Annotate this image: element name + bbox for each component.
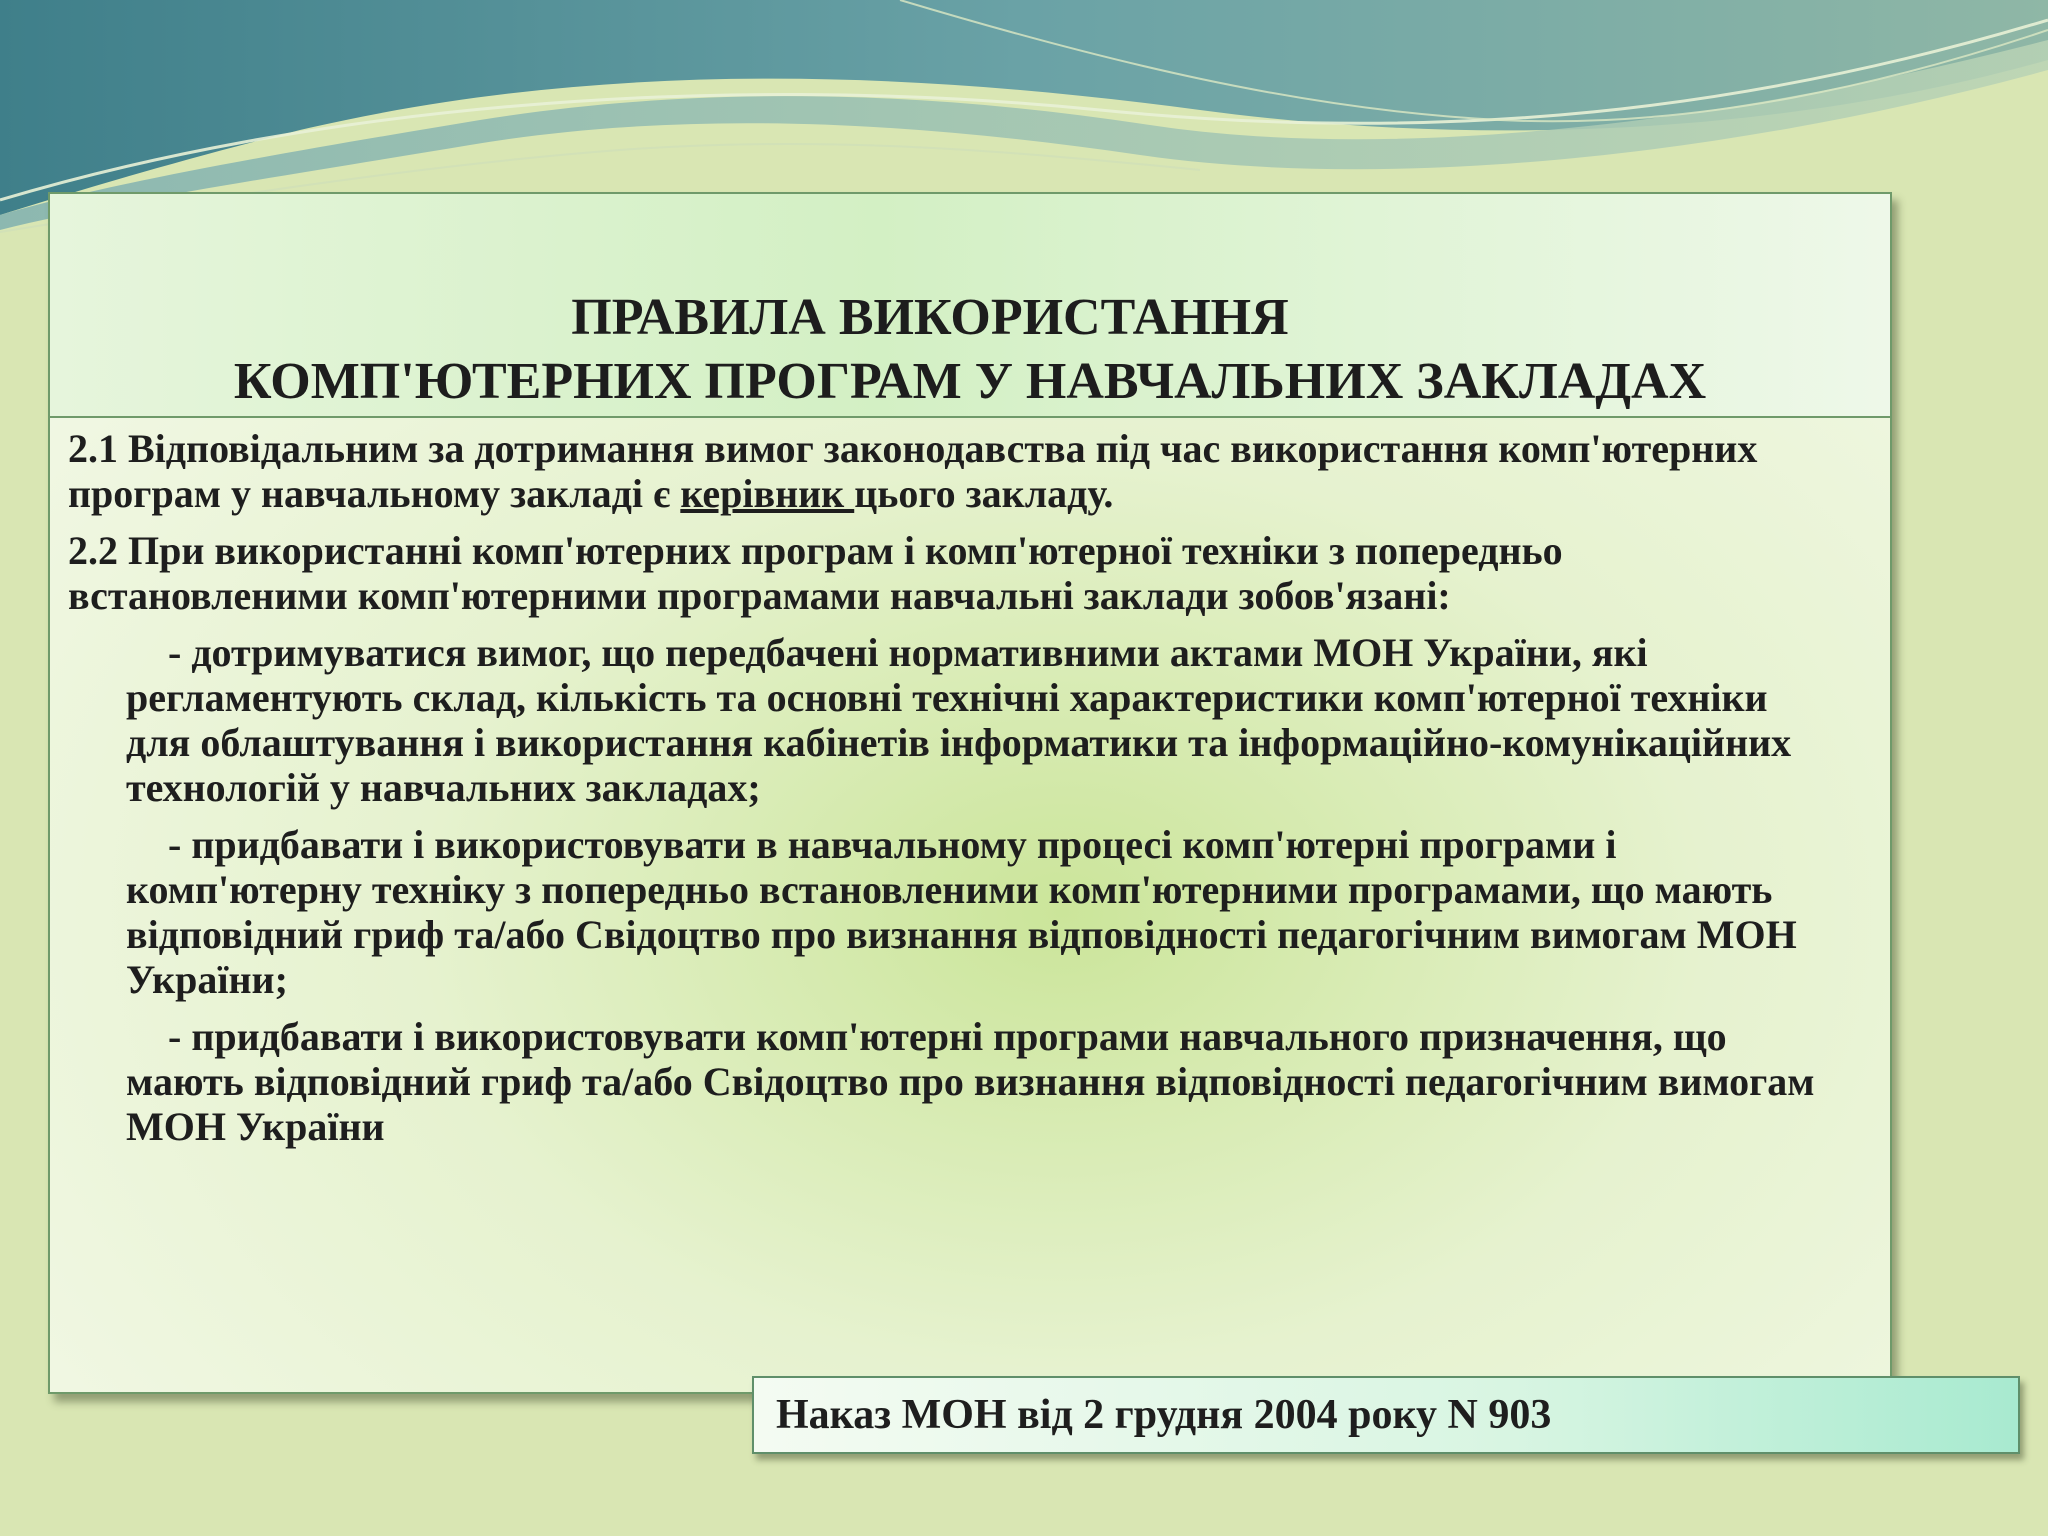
title-line-1: ПРАВИЛА ВИКОРИСТАННЯ (571, 289, 1289, 346)
paragraph-2-2: 2.2 При використанні комп'ютерних програм і комп'ютерної техніки з попередньо встановленими комп'ютерними програмами навчальні заклади зобов'язані: (68, 528, 1563, 618)
slide-title (50, 286, 1890, 414)
main-content-panel (48, 192, 1892, 1394)
content-body (68, 426, 1830, 1161)
reference-text: Наказ МОН від 2 грудня 2004 року N 903 (776, 1392, 1552, 1438)
underlined-keyword: керівник (680, 471, 855, 516)
bullet-item-3: - придбавати і використовувати комп'ютерні програми навчального призначення, що мають відповідний гриф та/або Свідоцтво про визнання відповідності педагогічним вимогам МОН України (126, 1014, 1815, 1149)
paragraph-2-1-text-start: 2.1 Відповідальним за дотримання вимог законодавства під час використання комп'ютерних програм у навчальному закладі є (68, 426, 1758, 516)
paragraph-2-1 (68, 426, 1830, 516)
bullet-item-1: - дотримуватися вимог, що передбачені нормативними актами МОН України, які регламентують склад, кількість та основні технічні характеристики комп'ютерної техніки для облаштування і використання кабінетів інформатики та інформаційно-комунікаційних технологій у навчальних закладах; (126, 630, 1792, 810)
title-box (50, 194, 1890, 418)
reference-box (752, 1376, 2020, 1454)
title-line-2: КОМП'ЮТЕРНИХ ПРОГРАМ У НАВЧАЛЬНИХ ЗАКЛАДАХ (233, 353, 1707, 410)
bullet-item-2: - придбавати і використовувати в навчальному процесі комп'ютерні програми і комп'ютерну техніку з попередньо встановленими комп'ютерними програмами, що мають відповідний гриф та/або Свідоцтво про визнання відповідності педагогічним вимогам МОН України; (126, 822, 1797, 1002)
paragraph-2-1-text-end: цього закладу. (854, 471, 1114, 516)
